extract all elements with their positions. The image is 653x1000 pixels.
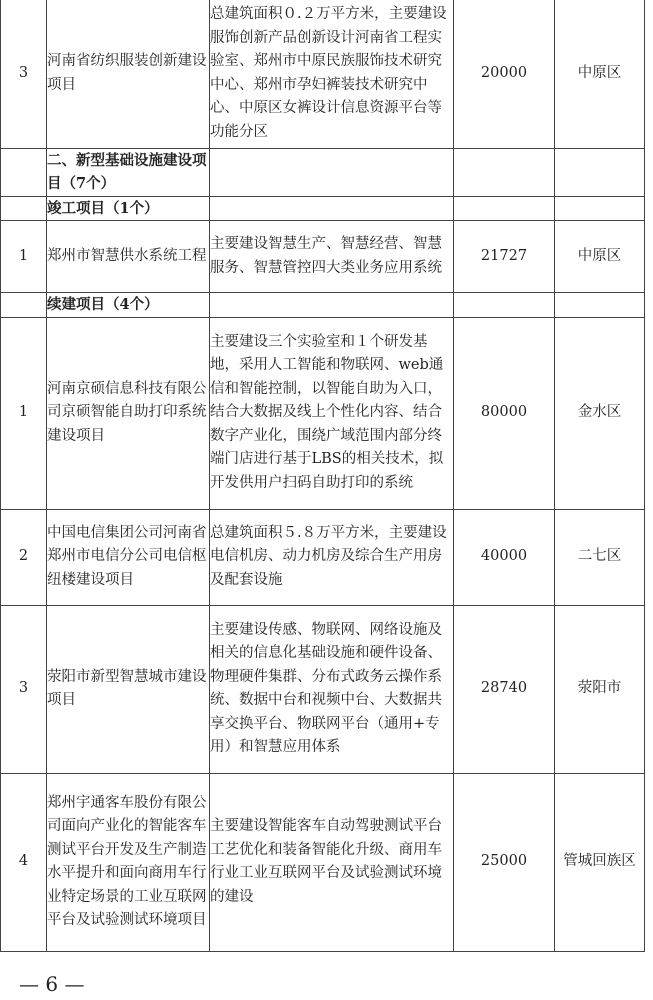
table-row [1,221,645,293]
project-number: 2 [1,509,47,605]
section-blank-cell [1,293,47,318]
project-number: 1 [1,221,47,293]
project-number: 1 [1,317,47,509]
table-row [1,317,645,509]
section-blank-cell [555,196,645,221]
section-blank-cell [454,196,555,221]
section-heading: 竣工项目（1个） [47,196,210,221]
table-row [1,773,645,951]
table-row [1,509,645,605]
project-name: 郑州市智慧供水系统工程 [47,221,210,293]
section-blank-cell [210,148,454,196]
section-blank-cell [210,196,454,221]
section-blank-cell [454,148,555,196]
project-investment: 28740 [454,605,555,773]
section-blank-cell [555,293,645,318]
project-location: 管城回族区 [555,773,645,951]
section-blank-cell [454,293,555,318]
project-name: 郑州宇通客车股份有限公司面向产业化的智能客车测试平台开发及生产制造水平提升和面向商用车行业特定场景的工业互联网平台及试验测试环境项目 [47,773,210,951]
project-location: 中原区 [555,0,645,148]
project-investment: 40000 [454,509,555,605]
project-name: 荥阳市新型智慧城市建设项目 [47,605,210,773]
project-number: 4 [1,773,47,951]
table-row [1,605,645,773]
project-location: 荥阳市 [555,605,645,773]
section-blank-cell [1,196,47,221]
section-heading: 二、新型基础设施建设项目（7个） [47,148,210,196]
project-content: 总建筑面积０.２万平方米，主要建设服饰创新产品创新设计河南省工程实验室、郑州市中原民族服饰技术研究中心、郑州市孕妇裤装技术研究中心、中原区女裤设计信息资源平台等功能分区 [210,0,454,148]
project-investment: 80000 [454,317,555,509]
project-name: 中国电信集团公司河南省郑州市电信分公司电信枢纽楼建设项目 [47,509,210,605]
project-name: 河南京硕信息科技有限公司京硕智能自助打印系统建设项目 [47,317,210,509]
project-location: 金水区 [555,317,645,509]
section-row [1,148,645,196]
section-row [1,196,645,221]
section-row [1,293,645,318]
project-content: 主要建设三个实验室和１个研发基地，采用人工智能和物联网、web通信和智能控制，以智能自助为入口，结合大数据及线上个性化内容、结合数字产业化，围绕广域范围内部分终端门店进行基于LBS的相关技术，拟开发供用户扫码自助打印的系统 [210,317,454,509]
project-name: 河南省纺织服装创新建设项目 [47,0,210,148]
project-investment: 25000 [454,773,555,951]
project-investment: 20000 [454,0,555,148]
project-content: 主要建设智慧生产、智慧经营、智慧服务、智慧管控四大类业务应用系统 [210,221,454,293]
project-content: 主要建设传感、物联网、网络设施及相关的信息化基础设施和硬件设备、物理硬件集群、分布式政务云操作系统、数据中台和视频中台、大数据共享交换平台、物联网平台（通用+专用）和智慧应用体系 [210,605,454,773]
project-location: 二七区 [555,509,645,605]
section-blank-cell [210,293,454,318]
project-number: 3 [1,0,47,148]
project-investment: 21727 [454,221,555,293]
project-number: 3 [1,605,47,773]
table-row [1,0,645,148]
project-location: 中原区 [555,221,645,293]
section-heading: 续建项目（4个） [47,293,210,318]
page-number: — 6 — [19,972,85,996]
project-content: 总建筑面积５.８万平方米，主要建设电信机房、动力机房及综合生产用房及配套设施 [210,509,454,605]
section-blank-cell [1,148,47,196]
project-content: 主要建设智能客车自动驾驶测试平台工艺优化和装备智能化升级、商用车行业工业互联网平台及试验测试环境的建设 [210,773,454,951]
section-blank-cell [555,148,645,196]
